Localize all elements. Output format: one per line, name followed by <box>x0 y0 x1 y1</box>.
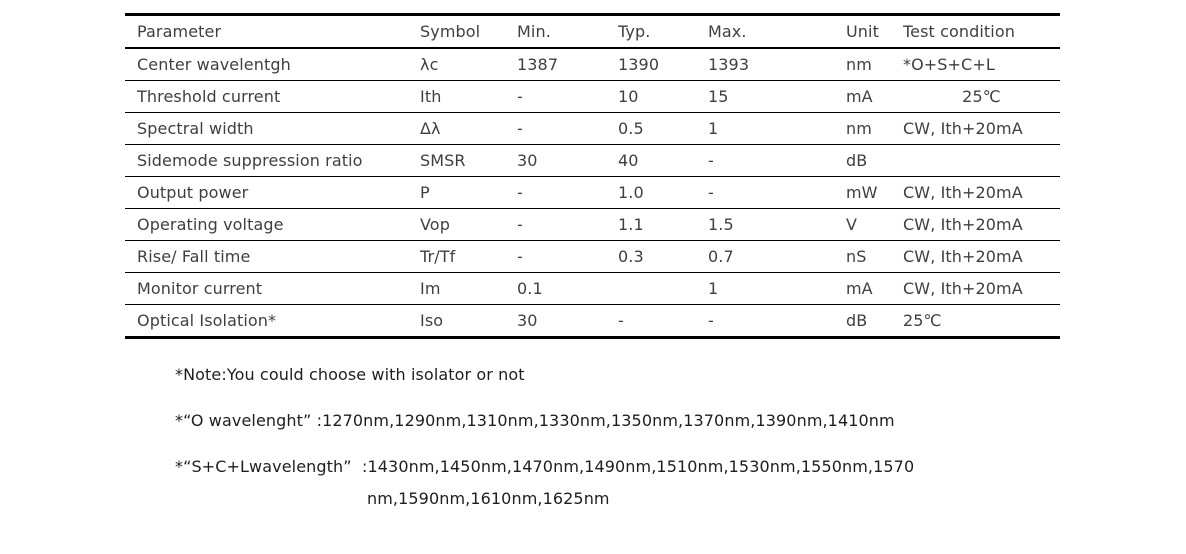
cell-typ: 1390 <box>618 55 660 74</box>
cell-min: - <box>517 215 523 234</box>
cell-max: 1.5 <box>708 215 734 234</box>
cell-symbol: SMSR <box>420 151 466 170</box>
cell-symbol: Im <box>420 279 441 298</box>
cell-unit: dB <box>846 151 868 170</box>
cell-unit: dB <box>846 311 868 330</box>
cell-test-condition: CW, Ith+20mA <box>903 215 1023 234</box>
cell-parameter: Output power <box>137 183 249 202</box>
cell-parameter: Sidemode suppression ratio <box>137 151 363 170</box>
table-row <box>125 305 1060 338</box>
cell-max: 1 <box>708 279 719 298</box>
cell-parameter: Optical Isolation* <box>137 311 277 330</box>
table-row <box>125 241 1060 273</box>
cell-min: 30 <box>517 311 538 330</box>
cell-test-condition: *O+S+C+L <box>903 55 995 74</box>
cell-symbol: Tr/Tf <box>420 247 456 266</box>
cell-typ: 40 <box>618 151 639 170</box>
cell-unit: nS <box>846 247 867 266</box>
cell-max: 1 <box>708 119 719 138</box>
col-header-symbol: Symbol <box>420 22 481 41</box>
col-header-test-condition: Test condition <box>903 22 1015 41</box>
table-row <box>125 48 1060 81</box>
cell-min: - <box>517 119 523 138</box>
cell-test-condition: CW, Ith+20mA <box>903 279 1023 298</box>
cell-test-condition: CW, Ith+20mA <box>903 183 1023 202</box>
cell-test-condition: CW, Ith+20mA <box>903 247 1023 266</box>
table-row <box>125 273 1060 305</box>
cell-test-condition: 25℃ <box>903 311 942 330</box>
cell-symbol: Iso <box>420 311 444 330</box>
cell-symbol: Vop <box>420 215 450 234</box>
col-header-typ: Typ. <box>618 22 651 41</box>
col-header-max: Max. <box>708 22 747 41</box>
cell-test-condition <box>903 145 1060 177</box>
col-header-unit: Unit <box>846 22 879 41</box>
cell-symbol: P <box>420 183 430 202</box>
cell-unit: mA <box>846 279 873 298</box>
cell-parameter: Monitor current <box>137 279 263 298</box>
cell-max: - <box>708 311 714 330</box>
cell-max: 15 <box>708 87 729 106</box>
cell-parameter: Rise/ Fall time <box>137 247 251 266</box>
cell-max: - <box>708 151 714 170</box>
cell-typ: 10 <box>618 87 639 106</box>
note-o-wavelength: *“O wavelenght” :1270nm,1290nm,1310nm,1330nm,1350nm,1370nm,1390nm,1410nm <box>175 411 895 430</box>
table-row <box>125 209 1060 241</box>
cell-min: 30 <box>517 151 538 170</box>
table-row <box>125 145 1060 177</box>
cell-min: - <box>517 183 523 202</box>
cell-parameter: Threshold current <box>137 87 281 106</box>
cell-symbol: Δλ <box>420 119 441 138</box>
cell-unit: V <box>846 215 858 234</box>
cell-parameter: Center wavelentgh <box>137 55 291 74</box>
cell-parameter: Spectral width <box>137 119 254 138</box>
cell-min: - <box>517 247 523 266</box>
cell-unit: mW <box>846 183 878 202</box>
cell-min: 1387 <box>517 55 559 74</box>
cell-typ: 1.1 <box>618 215 644 234</box>
cell-parameter: Operating voltage <box>137 215 284 234</box>
cell-symbol: Ith <box>420 87 442 106</box>
cell-max: - <box>708 183 714 202</box>
table-row <box>125 177 1060 209</box>
cell-test-condition: 25℃ <box>962 87 1001 106</box>
cell-test-condition: CW, Ith+20mA <box>903 119 1023 138</box>
cell-typ: 1.0 <box>618 183 644 202</box>
table-row <box>125 81 1060 113</box>
cell-typ <box>618 273 708 305</box>
cell-typ: 0.5 <box>618 119 644 138</box>
cell-min: - <box>517 87 523 106</box>
cell-max: 1393 <box>708 55 750 74</box>
col-header-parameter: Parameter <box>137 22 222 41</box>
col-header-min: Min. <box>517 22 551 41</box>
note-isolator: *Note:You could choose with isolator or not <box>175 365 525 384</box>
note-scl-wavelength-line2: nm,1590nm,1610nm,1625nm <box>367 489 610 508</box>
cell-min: 0.1 <box>517 279 543 298</box>
spec-table <box>125 13 1060 339</box>
cell-unit: nm <box>846 55 872 74</box>
header-row <box>125 15 1060 49</box>
cell-unit: mA <box>846 87 873 106</box>
table-row <box>125 113 1060 145</box>
cell-unit: nm <box>846 119 872 138</box>
cell-symbol: λc <box>420 55 439 74</box>
cell-typ: - <box>618 311 624 330</box>
note-scl-wavelength-line1: *“S+C+Lwavelength” :1430nm,1450nm,1470nm,1490nm,1510nm,1530nm,1550nm,1570 <box>175 457 915 476</box>
cell-typ: 0.3 <box>618 247 644 266</box>
cell-max: 0.7 <box>708 247 734 266</box>
